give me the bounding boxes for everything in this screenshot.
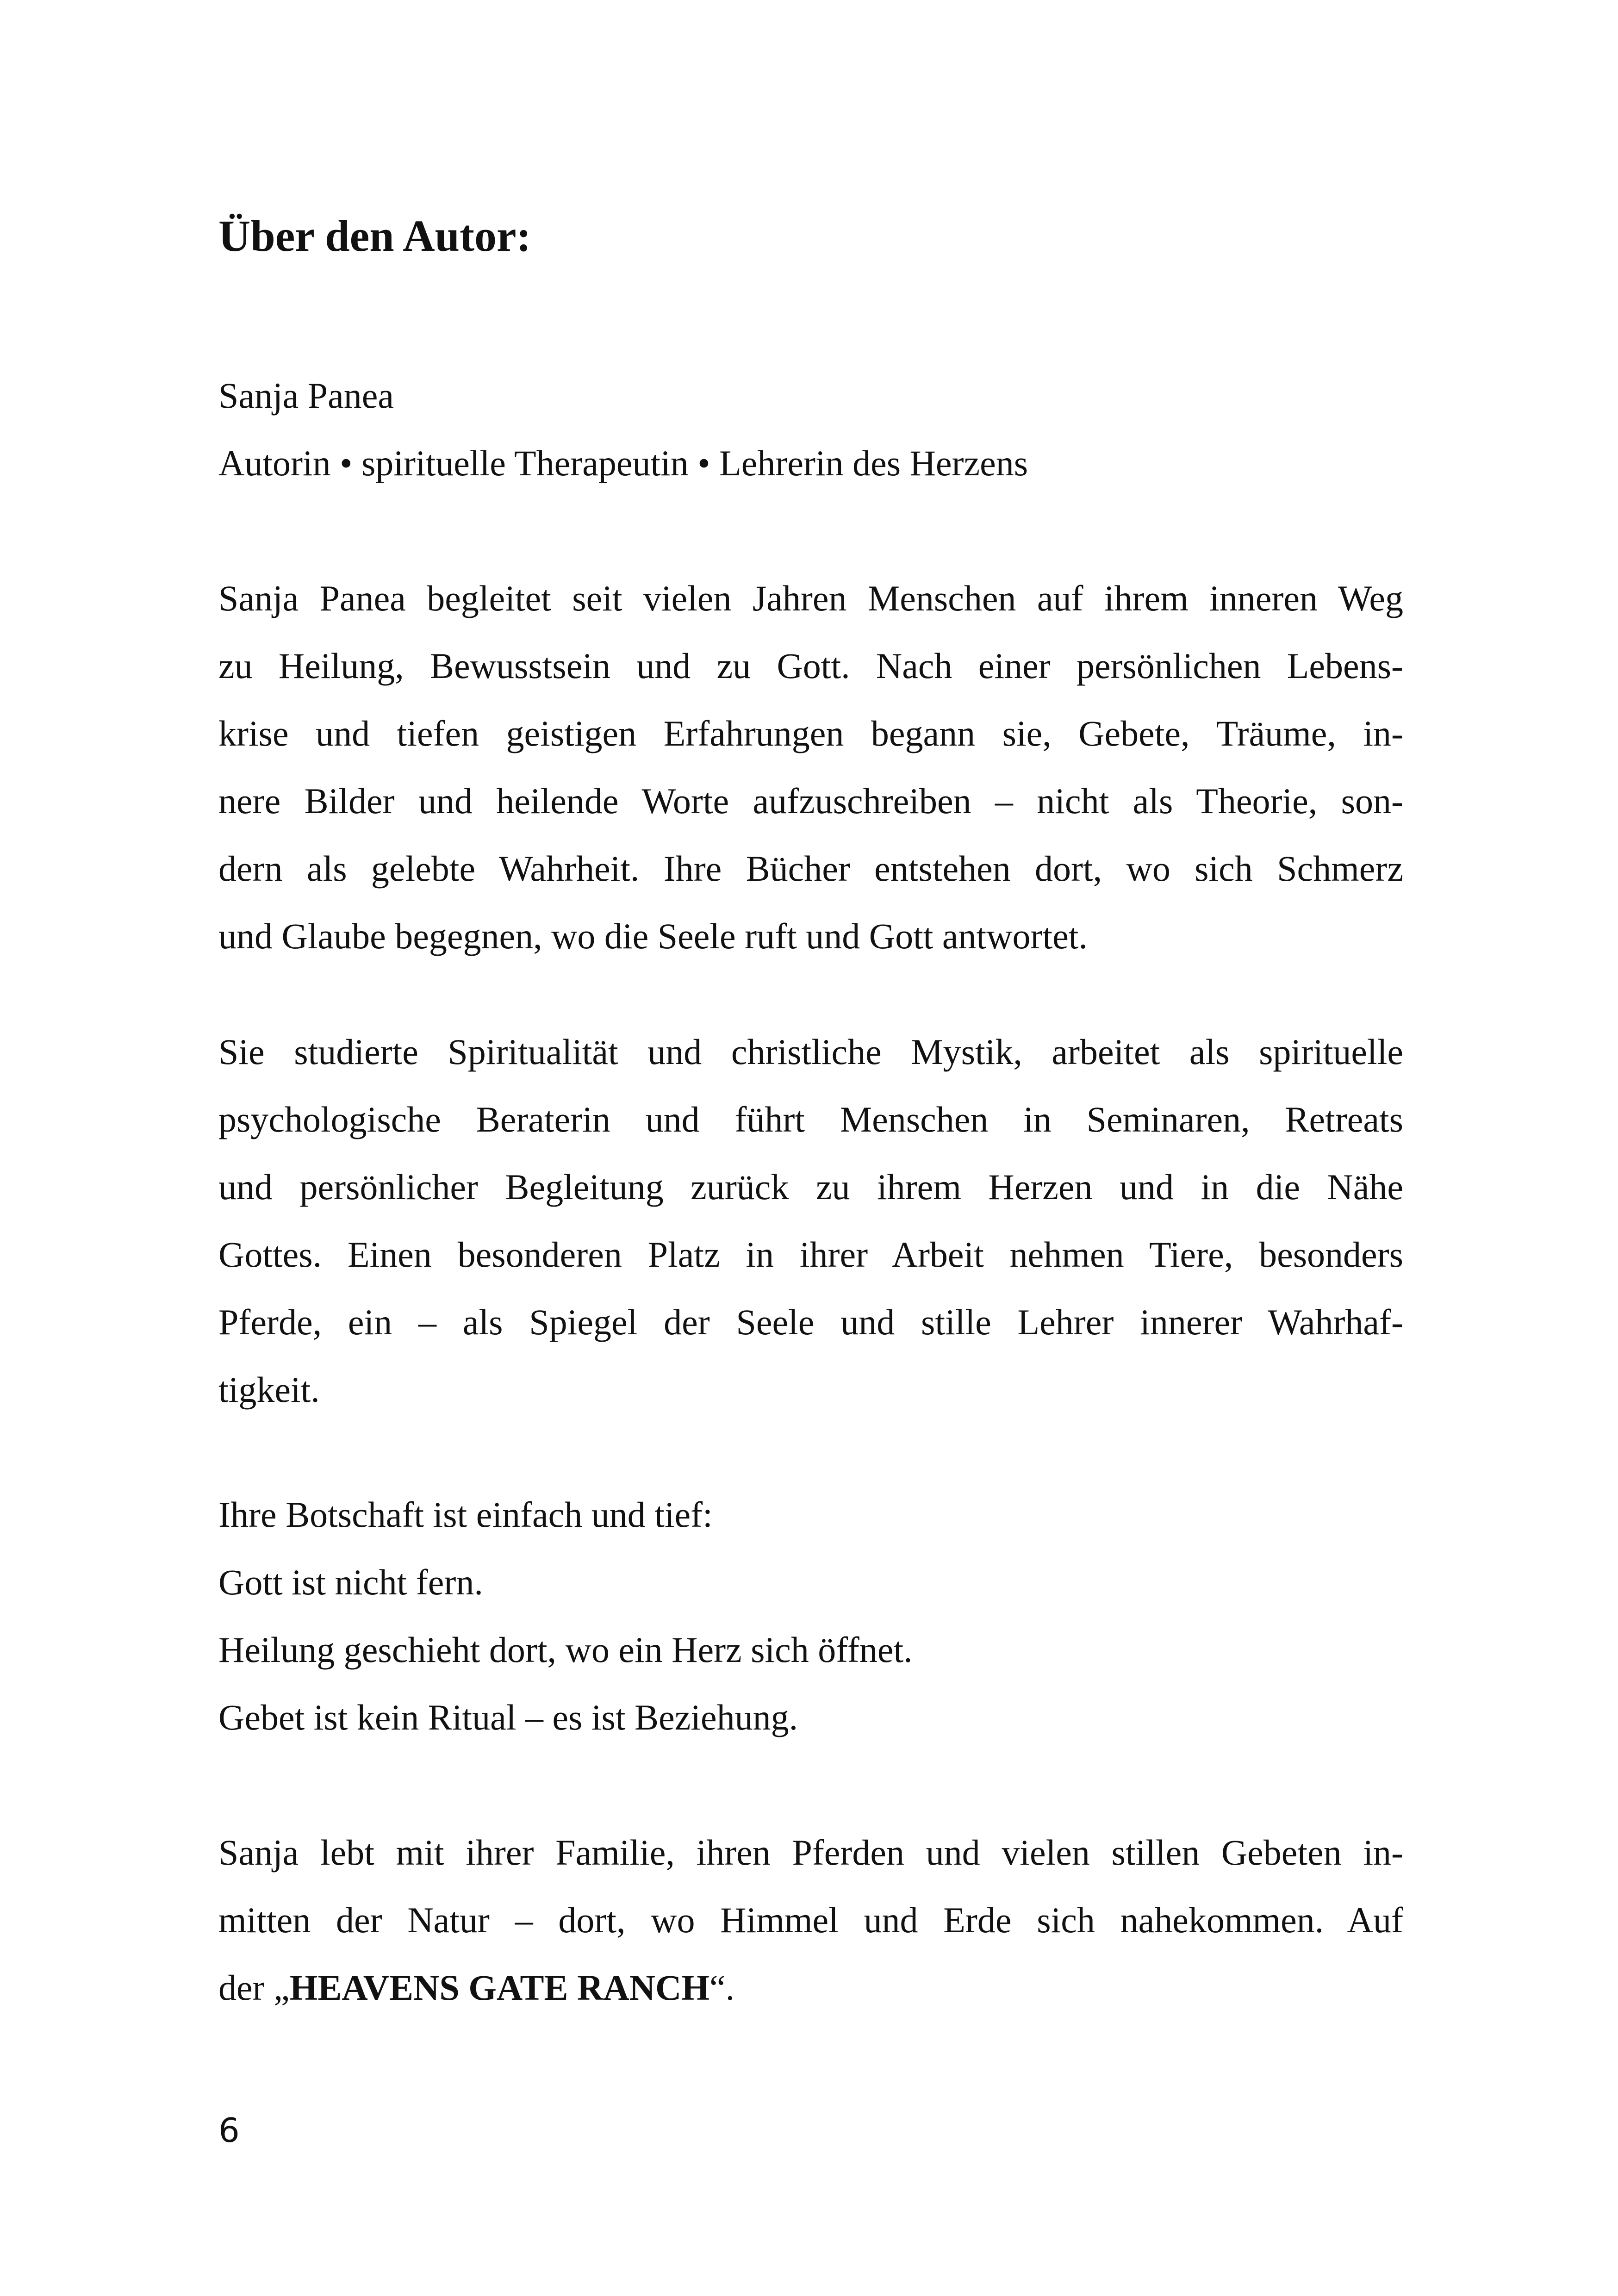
paragraph-biography bbox=[218, 565, 1403, 970]
last-line-suffix: “. bbox=[709, 1967, 735, 2008]
paragraph-line: und Glaube begegnen, wo die Seele ruft und Gott antwortet. bbox=[218, 916, 1088, 956]
paragraph-line: nere Bilder und heilende Worte aufzuschreiben – nicht als Theorie, son- bbox=[218, 781, 1403, 821]
page-heading: Über den Autor: bbox=[218, 211, 531, 261]
ranch-name: HEAVENS GATE RANCH bbox=[289, 1967, 710, 2008]
paragraph-line: Heilung geschieht dort, wo ein Herz sich öffnet. bbox=[218, 1630, 913, 1670]
paragraph-line: krise und tiefen geistigen Erfahrungen begann sie, Gebete, Träume, in- bbox=[218, 713, 1403, 753]
page-number: 6 bbox=[218, 2111, 240, 2150]
paragraph-line: psychologische Beraterin und führt Menschen in Seminaren, Retreats bbox=[218, 1099, 1403, 1139]
paragraph-line: Sanja Panea begleitet seit vielen Jahren Menschen auf ihrem inneren Weg bbox=[218, 578, 1403, 618]
last-line-prefix: der „ bbox=[218, 1967, 290, 2008]
paragraph-line: tigkeit. bbox=[218, 1369, 320, 1410]
author-roles bbox=[218, 429, 1403, 497]
paragraph-line: mitten der Natur – dort, wo Himmel und Erde sich nahekommen. Auf bbox=[218, 1900, 1403, 1940]
paragraph-line: zu Heilung, Bewusstsein und zu Gott. Nach einer persönlichen Lebens- bbox=[218, 646, 1403, 686]
paragraph-line: Sanja lebt mit ihrer Familie, ihren Pferden und vielen stillen Gebeten in- bbox=[218, 1832, 1403, 1873]
paragraph-line: Gebet ist kein Ritual – es ist Beziehung. bbox=[218, 1697, 798, 1737]
paragraph-line: dern als gelebte Wahrheit. Ihre Bücher entstehen dort, wo sich Schmerz bbox=[218, 848, 1403, 889]
paragraph-line: Pferde, ein – als Spiegel der Seele und stille Lehrer innerer Wahrhaf- bbox=[218, 1302, 1403, 1342]
paragraph-line: Gott ist nicht fern. bbox=[218, 1562, 483, 1602]
paragraph-line: Gottes. Einen besonderen Platz in ihrer Arbeit nehmen Tiere, besonders bbox=[218, 1234, 1403, 1275]
paragraph-message bbox=[218, 1481, 1403, 1751]
author-roles-text: Autorin • spirituelle Therapeutin • Lehrerin des Herzens bbox=[218, 443, 1028, 483]
author-name bbox=[218, 362, 1403, 429]
paragraph-line: Ihre Botschaft ist einfach und tief: bbox=[218, 1494, 713, 1535]
paragraph-studies bbox=[218, 1018, 1403, 1424]
paragraph-line: Sie studierte Spiritualität und christliche Mystik, arbeitet als spirituelle bbox=[218, 1032, 1403, 1072]
paragraph-ranch bbox=[218, 1819, 1403, 2022]
paragraph-line: und persönlicher Begleitung zurück zu ihrem Herzen und in die Nähe bbox=[218, 1167, 1403, 1207]
author-name-text: Sanja Panea bbox=[218, 375, 394, 416]
paragraph-last-line bbox=[218, 1954, 1403, 2022]
